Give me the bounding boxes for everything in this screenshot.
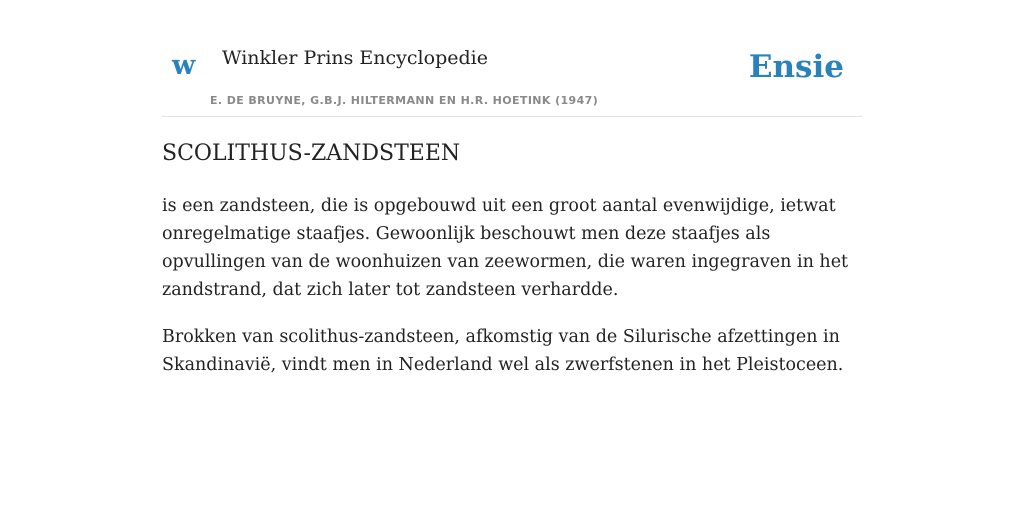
winkler-prins-logo[interactable]: w [172,50,196,81]
source-header [162,0,862,117]
article-title: SCOLITHUS-ZANDSTEEN [162,141,461,166]
article-paragraph: Brokken van scolithus-zandsteen, afkomstig van de Silurische afzettingen in Skandinavië, vindt men in Nederland wel als zwerfstenen in het Pleistoceen. [162,327,844,375]
source-authors: E. DE BRUYNE, G.B.J. HILTERMANN EN H.R. HOETINK (1947) [210,94,599,107]
ensie-brand-logo[interactable]: Ensie [748,49,844,85]
article-paragraph: is een zandsteen, die is opgebouwd uit een groot aantal evenwijdige, ietwat onregelmatige staafjes. Gewoonlijk beschouwt men deze staafjes als opvullingen van de woonhuizen van zeewormen, die waren ingegraven in het zandstrand, dat zich later tot zandsteen verhardde. [162,196,849,300]
source-title-link[interactable]: Winkler Prins Encyclopedie [222,47,488,69]
article-body [162,192,862,379]
article [162,138,862,398]
